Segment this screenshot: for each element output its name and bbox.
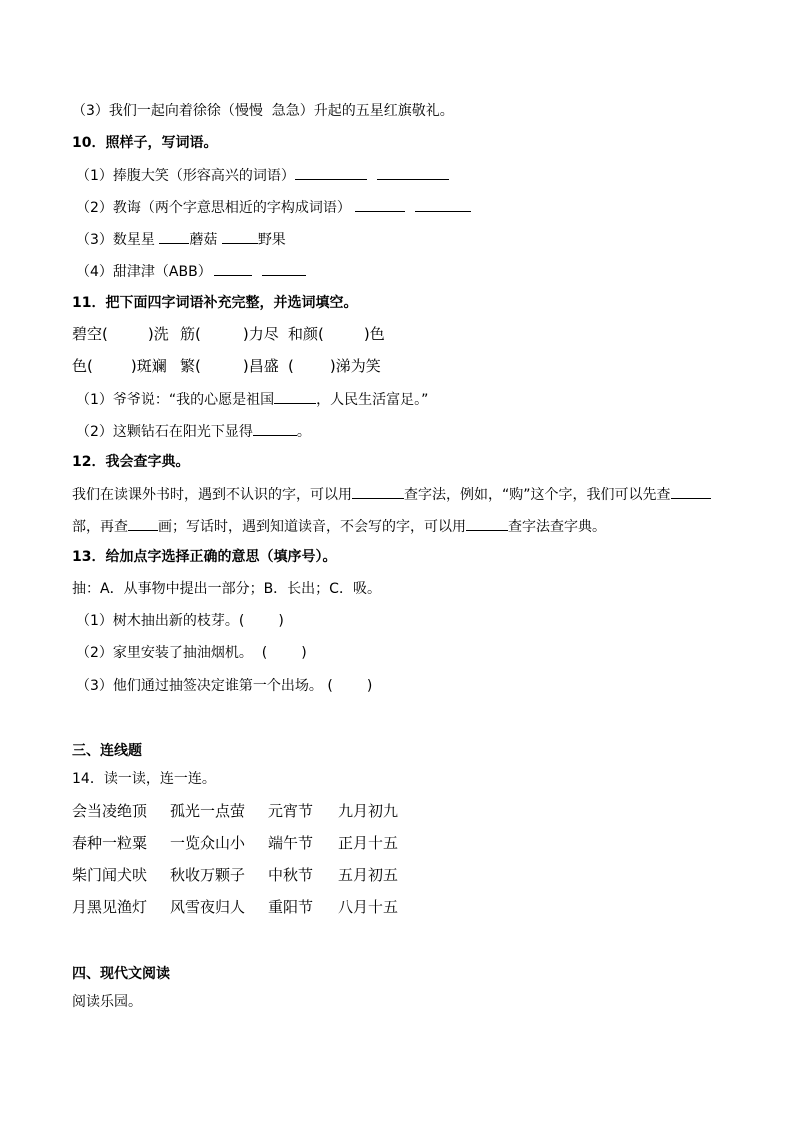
section-3-title: 三、连线题: [72, 743, 142, 759]
q9-item-3: （3）我们一起向着徐徐（慢慢 急急）升起的五星红旗敬礼。: [72, 103, 454, 119]
section-4-subtitle: 阅读乐园。: [72, 994, 142, 1010]
match-date-1: 九月初九: [338, 802, 399, 820]
q12-title: 12．我会查字典。: [72, 454, 190, 470]
q13-item-2: （2）家里安装了抽油烟机。 ( ): [76, 645, 307, 661]
q12-para-line1: 我们在读课外书时，遇到不认识的字，可以用 查字法，例如，“购”这个字，我们可以先查: [72, 484, 711, 504]
q11-row1-word3: 和颜( )色: [288, 325, 385, 343]
match-festival-1: 元宵节: [268, 802, 314, 820]
q11-row2-word2: 繁( )昌盛: [180, 357, 279, 375]
q11-row1-word2: 筋( )力尽: [180, 325, 279, 343]
match-left-3: 柴门闻犬吠: [72, 866, 148, 884]
q12-para-line2: 部，再查 画；写话时，遇到知道读音，不会写的字，可以用 查字法查字典。: [72, 516, 606, 536]
q10-item-3: （3）数星星 蘑菇 野果: [76, 229, 286, 249]
match-left-1: 会当凌绝顶: [72, 802, 148, 820]
q13-item-3: （3）他们通过抽签决定谁第一个出场。 ( ): [76, 678, 373, 694]
match-date-3: 五月初五: [338, 866, 399, 884]
match-mid-2: 一览众山小: [170, 834, 246, 852]
q10-title: 10．照样子，写词语。: [72, 135, 218, 151]
q13-definition: 抽：A．从事物中提出一部分；B．长出；C．吸。: [72, 581, 381, 597]
q11-row1-word1: 碧空( )洗: [72, 325, 169, 343]
q11-sentence-2: （2）这颗钻石在阳光下显得 。: [76, 421, 311, 441]
section-4-title: 四、现代文阅读: [72, 966, 170, 982]
match-left-4: 月黑见渔灯: [72, 898, 148, 916]
q14-title: 14．读一读，连一连。: [72, 771, 216, 787]
match-festival-3: 中秋节: [268, 866, 314, 884]
q11-sentence-1: （1）爷爷说：“我的心愿是祖国 ，人民生活富足。”: [76, 389, 428, 409]
match-left-2: 春种一粒粟: [72, 834, 148, 852]
q13-item-1: （1）树木抽出新的枝芽。( ): [76, 613, 284, 629]
match-festival-2: 端午节: [268, 834, 314, 852]
q10-item-2: （2）教诲（两个字意思相近的字构成词语）: [76, 197, 471, 217]
q10-item-1: （1）捧腹大笑（形容高兴的词语）: [76, 165, 449, 185]
match-mid-4: 风雪夜归人: [170, 898, 246, 916]
q11-row2-word1: 色( )斑斓: [72, 357, 167, 375]
q11-title: 11．把下面四字词语补充完整，并选词填空。: [72, 295, 358, 311]
match-mid-3: 秋收万颗子: [170, 866, 246, 884]
match-mid-1: 孤光一点萤: [170, 802, 246, 820]
q13-title: 13．给加点字选择正确的意思（填序号）。: [72, 549, 337, 565]
q11-row2-word3: ( )涕为笑: [288, 357, 381, 375]
q10-item-4: （4）甜津津（ABB）: [76, 261, 306, 281]
match-festival-4: 重阳节: [268, 898, 314, 916]
match-date-4: 八月十五: [338, 898, 399, 916]
match-date-2: 正月十五: [338, 834, 399, 852]
